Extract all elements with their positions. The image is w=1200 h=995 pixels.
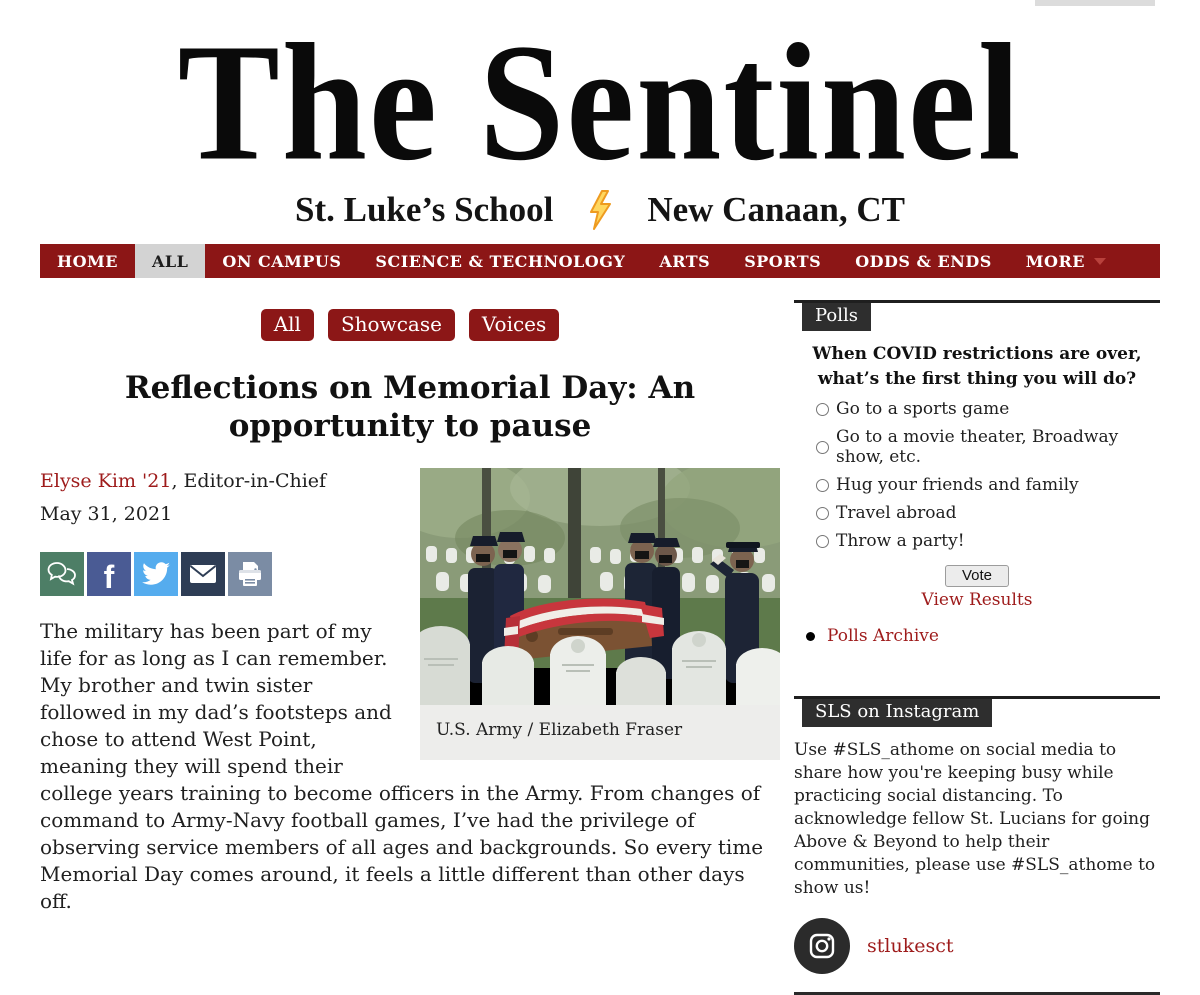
main-column	[40, 278, 780, 995]
radio-button[interactable]	[816, 441, 829, 454]
nav-item-odds-ends[interactable]: ODDS & ENDS	[855, 251, 992, 271]
comments-icon[interactable]	[40, 552, 84, 596]
sidebar	[794, 278, 1160, 995]
article-figure	[420, 468, 780, 760]
poll-option-label[interactable]: Hug your friends and family	[836, 475, 1079, 496]
view-results-link[interactable]: View Results	[921, 590, 1033, 611]
nav-item-more[interactable]	[1009, 244, 1123, 278]
polls-archive-link[interactable]: Polls Archive	[827, 626, 939, 647]
radio-button[interactable]	[816, 479, 829, 492]
instagram-section	[794, 696, 1160, 995]
poll-option	[816, 503, 1160, 523]
radio-button[interactable]	[816, 535, 829, 548]
nav-item-all[interactable]: ALL	[135, 244, 205, 278]
email-icon[interactable]	[181, 552, 225, 596]
nav-item-on-campus[interactable]: ON CAMPUS	[222, 251, 342, 271]
photo-caption: U.S. Army / Elizabeth Fraser	[420, 705, 780, 760]
print-icon[interactable]	[228, 552, 272, 596]
poll-option-label[interactable]: Go to a sports game	[836, 399, 1010, 420]
tagline-school: St. Luke’s School	[294, 190, 554, 229]
main-nav	[40, 244, 1160, 278]
instagram-icon[interactable]	[794, 918, 850, 974]
instagram-header: SLS on Instagram	[802, 699, 992, 727]
twitter-icon[interactable]	[134, 552, 178, 596]
nav-item-sports[interactable]: SPORTS	[744, 251, 822, 271]
filter-showcase-button[interactable]: Showcase	[328, 309, 455, 341]
article-paragraph: The military has been part of my life for as long as I can remember. My brother and twin sister followed in my dad’s footsteps and chose to attend West Point, meaning they will spend their college years training to become officers in the Army. From changes of command to Army-Navy football games, I’ve had the privilege of observing service members of all ages and backgrounds. So every time Memorial Day comes around, it feels a little different than other days off.	[40, 618, 764, 913]
radio-button[interactable]	[816, 507, 829, 520]
share-buttons	[40, 552, 400, 596]
author-role: , Editor-in-Chief	[171, 469, 327, 492]
nav-item-science-technology[interactable]: SCIENCE & TECHNOLOGY	[375, 251, 626, 271]
instagram-handle-link[interactable]: stlukesct	[867, 935, 954, 958]
article-photo	[420, 468, 780, 705]
poll-question: When COVID restrictions are over, what’s the first thing you will do?	[812, 344, 1142, 389]
poll-option-label[interactable]: Go to a movie theater, Broadway show, etc.	[836, 427, 1119, 468]
poll-option	[816, 475, 1160, 495]
filter-voices-button[interactable]: Voices	[469, 309, 559, 341]
vote-button[interactable]: Vote	[945, 565, 1009, 587]
radio-button[interactable]	[816, 403, 829, 416]
nav-item-arts[interactable]: ARTS	[659, 251, 711, 271]
nav-more-label: MORE	[1025, 251, 1085, 271]
polls-archive-item	[806, 626, 1160, 646]
poll-option	[816, 427, 1160, 467]
article-title: Reflections on Memorial Day: An opportunity to pause	[124, 370, 696, 444]
facebook-icon[interactable]: f	[87, 552, 131, 596]
article-body	[40, 468, 780, 915]
chevron-down-icon	[1094, 258, 1106, 265]
tagline-city: New Canaan, CT	[647, 190, 906, 229]
category-filter-row	[40, 309, 780, 341]
polls-section	[794, 300, 1160, 646]
nav-item-home[interactable]: HOME	[57, 251, 118, 271]
article-date: May 31, 2021	[40, 502, 173, 525]
poll-option	[816, 531, 1160, 551]
site-title[interactable]: The Sentinel	[177, 9, 1023, 196]
poll-option	[816, 399, 1160, 419]
masthead	[40, 0, 1160, 230]
browser-scrollbar-remnant	[1035, 0, 1155, 6]
filter-all-button[interactable]: All	[261, 309, 314, 341]
poll-option-label[interactable]: Throw a party!	[836, 531, 965, 552]
poll-option-label[interactable]: Travel abroad	[836, 503, 957, 524]
bullet-icon	[806, 632, 815, 641]
polls-header: Polls	[802, 303, 871, 331]
author-link[interactable]: Elyse Kim '21	[40, 469, 172, 492]
instagram-text: Use #SLS_athome on social media to share how you're keeping busy while practicing social distancing. To acknowledge fellow St. Lucians for going Above & Beyond to help their communities, please use #SLS_athome to show us!	[794, 740, 1156, 899]
